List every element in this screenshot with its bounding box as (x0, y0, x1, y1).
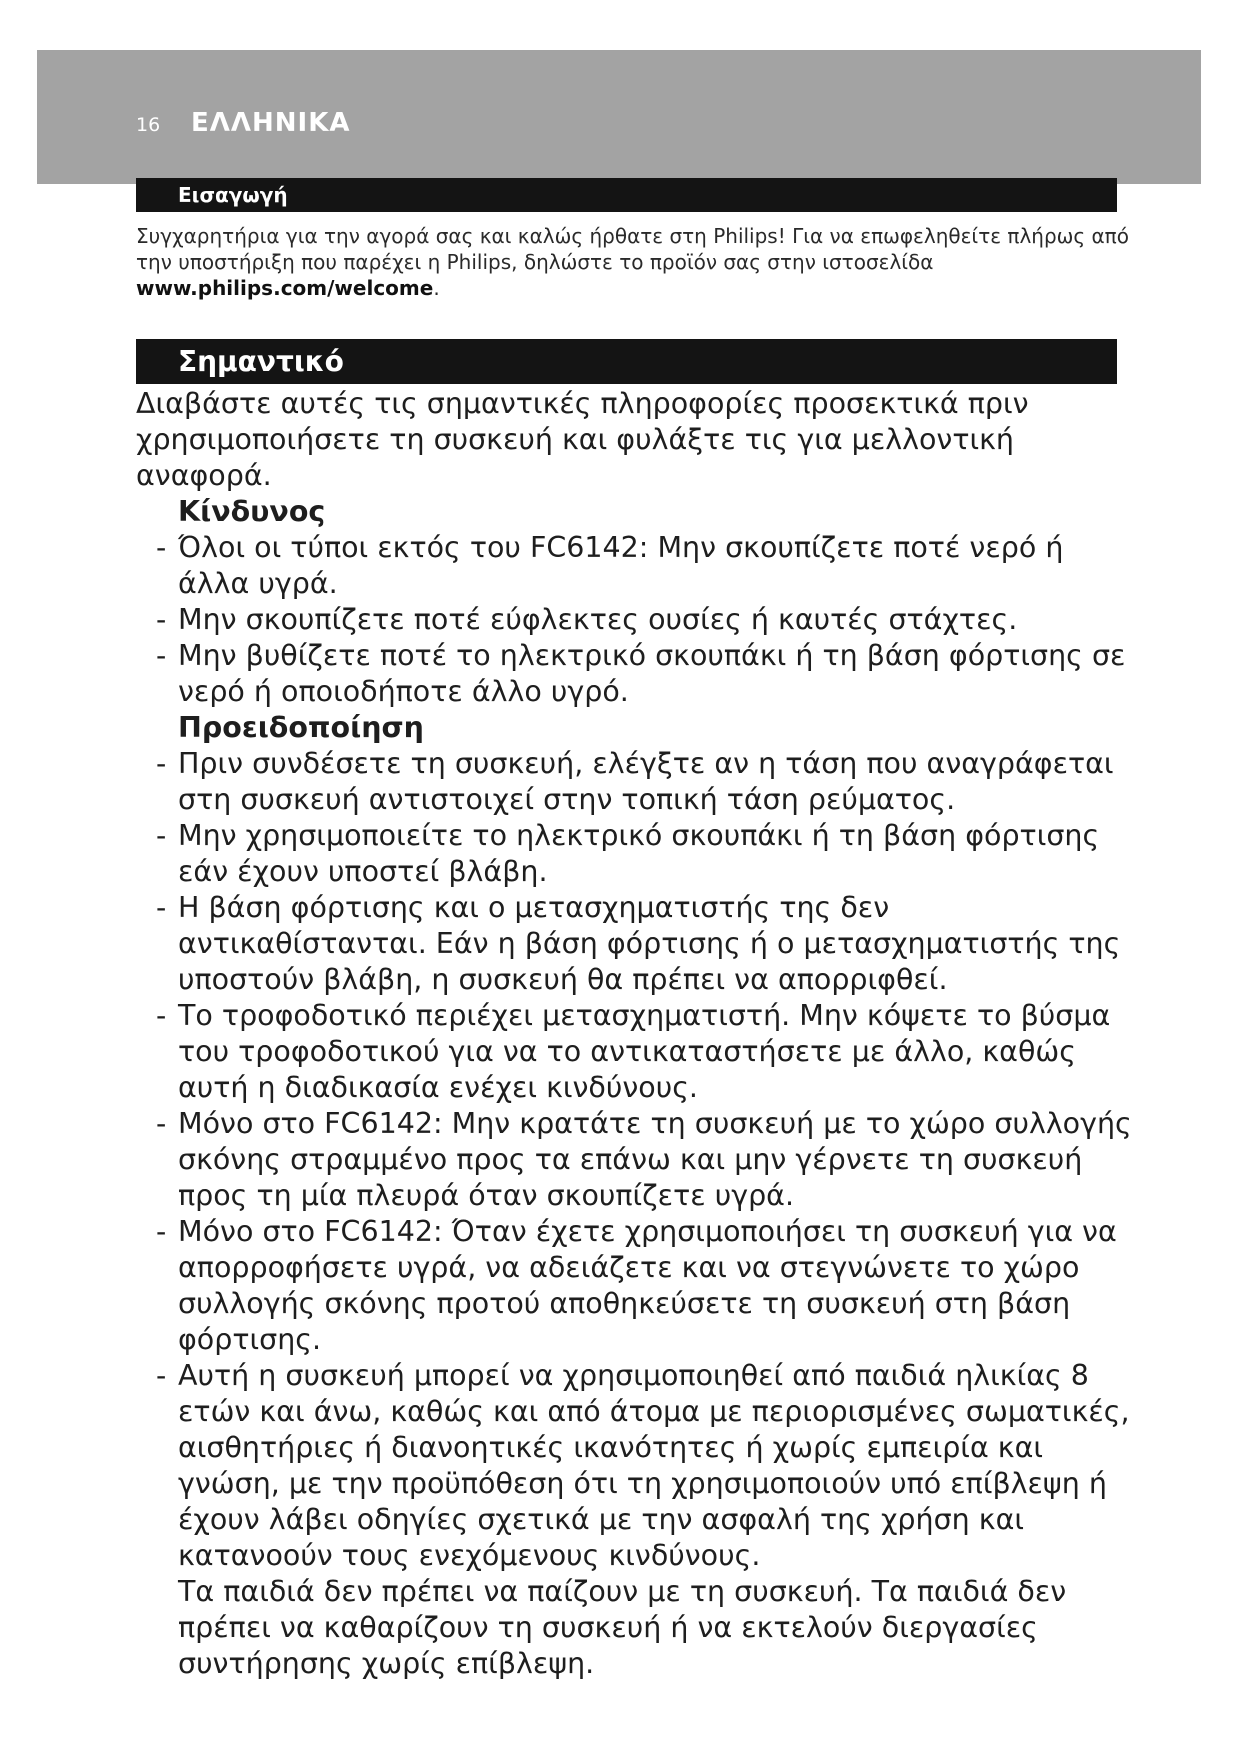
intro-text: Συγχαρητήρια για την αγορά σας και καλώς ήρθατε στη Philips! Για να επωφεληθείτε πλήρως από την υποστήριξη που παρέχει η Philips, δηλώστε το προϊόν σας στην ιστοσελίδα (136, 224, 1129, 274)
list-item: - Μόνο στο FC6142: Μην κρατάτε τη συσκευή με το χώρο συλλογής σκόνης στραμμένο προς τα επάνω και μην γέρνετε τη συσκευή προς τη μία πλευρά όταν σκουπίζετε υγρά. (156, 1107, 1132, 1212)
warning-heading: Προειδοποίηση (178, 711, 424, 744)
list-item: - Η βάση φόρτισης και ο μετασχηματιστής της δεν αντικαθίστανται. Εάν η βάση φόρτισης ή ο μετασχηματιστής της υποστούν βλάβη, η συσκευή θα πρέπει να απορριφθεί. (156, 891, 1121, 996)
list-item: - Μην βυθίζετε ποτέ το ηλεκτρικό σκουπάκι ή τη βάση φόρτισης σε νερό ή οποιοδήποτε άλλο υγρό. (156, 639, 1126, 708)
list-item: - Το τροφοδοτικό περιέχει μετασχηματιστή. Μην κόψετε το βύσμα του τροφοδοτικού για να το αντικαταστήσετε με άλλο, καθώς αυτή η διαδικασία ενέχει κινδύνους. (156, 999, 1111, 1104)
list-item: - Μόνο στο FC6142: Όταν έχετε χρησιμοποιήσει τη συσκευή για να απορροφήσετε υγρά, να αδειάζετε και να στεγνώνετε το χώρο συλλογής σκόνης προτού αποθηκεύσετε τη συσκευή στη βάση φόρτισης. (156, 1215, 1117, 1356)
list-item: - Μην χρησιμοποιείτε το ηλεκτρικό σκουπάκι ή τη βάση φόρτισης εάν έχουν υποστεί βλάβη. (156, 819, 1100, 888)
danger-heading: Κίνδυνος (178, 495, 326, 528)
list-item: - Αυτή η συσκευή μπορεί να χρησιμοποιηθεί από παιδιά ηλικίας 8 ετών και άνω, καθώς και από άτομα με περιορισμένες σωματικές, αισθητήριες ή διανοητικές ικανότητες ή χωρίς εμπειρία και γνώση, με την προϋπόθεση ότι τη χρησιμοποιούν υπό επίβλεψη ή έχουν λάβει οδηγίες σχετικά με την ασφαλή της χρήση και κατανοούν τους ενεχόμενους κινδύνους. (156, 1359, 1130, 1572)
language-title: ΕΛΛΗΝΙΚΑ (191, 108, 351, 138)
important-content (136, 386, 1136, 1682)
list-item: - Όλοι οι τύποι εκτός του FC6142: Μην σκουπίζετε ποτέ νερό ή άλλα υγρά. (156, 531, 1064, 600)
list-item: - Πριν συνδέσετε τη συσκευή, ελέγξτε αν η τάση που αναγράφεται στη συσκευή αντιστοιχεί στην τοπική τάση ρεύματος. (156, 747, 1114, 816)
section-heading-intro: Εισαγωγή (136, 178, 1117, 212)
list-item: - Μην σκουπίζετε ποτέ εύφλεκτες ουσίες ή καυτές στάχτες. (156, 603, 1018, 636)
page-number: 16 (136, 114, 161, 136)
intro-paragraph (136, 223, 1136, 301)
url-suffix: . (433, 276, 440, 300)
welcome-url: www.philips.com/welcome (136, 276, 434, 300)
list-item-continuation: Τα παιδιά δεν πρέπει να παίζουν με τη συσκευή. Τα παιδιά δεν πρέπει να καθαρίζουν τη συσκευή ή να εκτελούν διεργασίες συντήρησης χωρίς επίβλεψη. (178, 1575, 1067, 1680)
important-intro: Διαβάστε αυτές τις σημαντικές πληροφορίες προσεκτικά πριν χρησιμοποιήσετε τη συσκευή και φυλάξτε τις για μελλοντική αναφορά. (136, 387, 1029, 492)
section-heading-important: Σημαντικό (136, 339, 1117, 384)
